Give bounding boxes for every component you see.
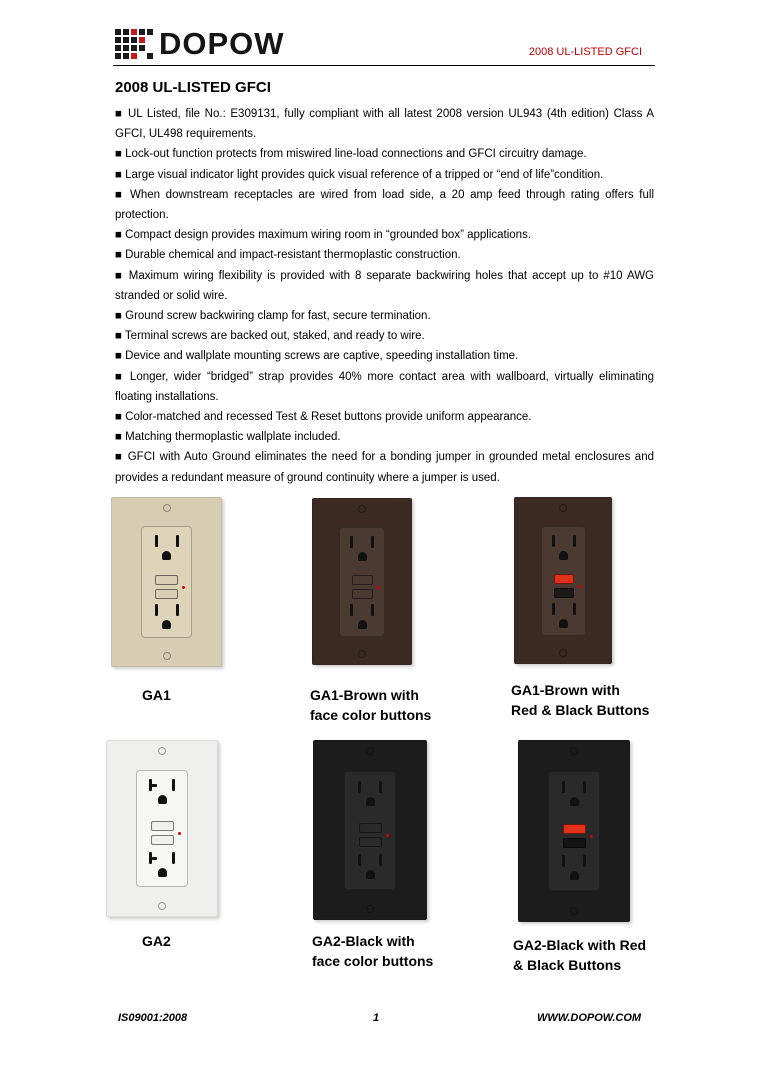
indicator-light: [178, 832, 181, 835]
outlet-slot: [172, 852, 175, 864]
indicator-light: [386, 834, 389, 837]
mounting-screw: [366, 905, 374, 913]
receptacle-face: [339, 527, 385, 637]
outlet-slot: [172, 779, 175, 791]
product-caption-ga1: [142, 685, 171, 705]
receptacle-face: [136, 770, 188, 887]
footer-page-number: 1: [373, 1012, 380, 1024]
indicator-light: [590, 835, 593, 838]
ground-hole: [366, 870, 375, 879]
mounting-screw: [559, 504, 567, 512]
outlet-slot: [149, 784, 157, 787]
outlet-slot: [155, 535, 158, 547]
ground-hole: [162, 551, 171, 560]
product-photo: [518, 740, 630, 922]
outlet-slot: [379, 781, 382, 793]
outlet-slot: [573, 603, 576, 615]
product-caption-ga2-black: [312, 931, 433, 971]
feature-item: ■ Device and wallplate mounting screws are captive, speeding installation time.: [115, 350, 519, 363]
mounting-screw: [358, 650, 366, 658]
feature-item: ■ UL Listed, file No.: E309131, fully compliant with all latest 2008 version UL943 (4th edition) Class A GFCI, UL498 requirements.: [115, 108, 654, 141]
header-section-title: 2008 UL-LISTED GFCI: [528, 46, 642, 58]
outlet-slot: [552, 535, 555, 547]
reset-button: [155, 589, 178, 599]
ground-hole: [570, 797, 579, 806]
reset-button: [359, 837, 382, 847]
caption-line: GA2-Black with Red: [513, 937, 647, 953]
ground-hole: [366, 797, 375, 806]
outlet-slot: [562, 781, 565, 793]
brand-logo: [115, 24, 285, 64]
ground-hole: [358, 552, 367, 561]
product-caption-ga1-brown-red: [511, 680, 649, 720]
outlet-slot: [562, 855, 565, 867]
feature-item: ■ Compact design provides maximum wiring room in “grounded box” applications.: [115, 229, 532, 242]
product-photo: [106, 740, 218, 917]
mounting-screw: [358, 505, 366, 513]
feature-item: ■ Large visual indicator light provides quick visual reference of a tripped or “end of life”condition.: [115, 168, 604, 181]
outlet-slot: [573, 535, 576, 547]
mounting-screw: [570, 747, 578, 755]
caption-line: GA1: [142, 687, 171, 703]
ground-hole: [570, 871, 579, 880]
mounting-screw: [570, 907, 578, 915]
test-button: [151, 821, 174, 831]
outlet-slot: [350, 536, 353, 548]
test-button: [554, 574, 574, 584]
mounting-screw: [559, 649, 567, 657]
caption-line: GA2-Black with: [312, 933, 415, 949]
ground-hole: [559, 619, 568, 628]
feature-item: ■ Ground screw backwiring clamp for fast, secure termination.: [115, 310, 431, 323]
product-caption-ga2-black-red: [513, 935, 646, 975]
mounting-screw: [163, 504, 171, 512]
outlet-slot: [149, 857, 157, 860]
mounting-screw: [158, 747, 166, 755]
feature-item: ■ Longer, wider “bridged” strap provides 40% more contact area with wallboard, virtually eliminating floating installations.: [115, 370, 654, 403]
footer-website: WWW.DOPOW.COM: [537, 1012, 642, 1024]
footer-certification: IS09001:2008: [118, 1012, 188, 1024]
mounting-screw: [158, 902, 166, 910]
product-photo: [313, 740, 427, 920]
outlet-slot: [176, 535, 179, 547]
feature-item: ■ When downstream receptacles are wired from load side, a 20 amp feed through rating offers full protection.: [115, 188, 654, 222]
brand-name: DOPOW: [159, 26, 285, 61]
receptacle-face: [141, 526, 192, 638]
receptacle-face: [541, 526, 586, 636]
caption-line: GA1-Brown with: [310, 687, 419, 703]
feature-list: [115, 104, 654, 488]
test-button: [155, 575, 178, 585]
caption-line: face color buttons: [312, 953, 434, 969]
ground-hole: [158, 868, 167, 877]
product-photo: [312, 498, 412, 665]
outlet-slot: [176, 604, 179, 616]
outlet-slot: [358, 854, 361, 866]
caption-line: GA1-Brown with: [511, 682, 620, 698]
product-photo: [514, 497, 612, 664]
outlet-slot: [583, 781, 586, 793]
ground-hole: [559, 551, 568, 560]
caption-line: & Black Buttons: [513, 957, 622, 973]
product-caption-ga1-brown: [310, 685, 431, 725]
outlet-slot: [371, 604, 374, 616]
receptacle-face: [548, 771, 600, 891]
outlet-slot: [379, 854, 382, 866]
outlet-slot: [155, 604, 158, 616]
product-photo: [111, 497, 222, 667]
outlet-slot: [358, 781, 361, 793]
feature-item: ■ Lock-out function protects from miswired line-load connections and GFCI circuitry damage.: [115, 148, 587, 161]
ground-hole: [158, 795, 167, 804]
feature-item: ■ Matching thermoplastic wallplate included.: [115, 431, 341, 444]
test-button: [563, 824, 586, 834]
product-caption-ga2: [142, 931, 171, 951]
reset-button: [151, 835, 174, 845]
feature-item: ■ Durable chemical and impact-resistant thermoplastic construction.: [115, 249, 461, 262]
reset-button: [554, 588, 574, 598]
caption-line: face color buttons: [310, 707, 432, 723]
feature-item: ■ Maximum wiring flexibility is provided with 8 separate backwiring holes that accept up to #10 AWG stranded or solid wire.: [115, 269, 654, 302]
caption-line: GA2: [142, 933, 171, 949]
indicator-light: [377, 586, 380, 589]
outlet-slot: [350, 604, 353, 616]
ground-hole: [162, 620, 171, 629]
caption-line: Red & Black Buttons: [511, 702, 650, 718]
feature-item: ■ Terminal screws are backed out, staked, and ready to wire.: [115, 330, 425, 343]
test-button: [352, 575, 373, 585]
outlet-slot: [583, 855, 586, 867]
outlet-slot: [552, 603, 555, 615]
indicator-light: [578, 585, 581, 588]
indicator-light: [182, 586, 185, 589]
test-button: [359, 823, 382, 833]
mounting-screw: [366, 747, 374, 755]
reset-button: [352, 589, 373, 599]
ground-hole: [358, 620, 367, 629]
feature-item: ■ Color-matched and recessed Test & Reset buttons provide uniform appearance.: [115, 411, 532, 424]
header-divider: [113, 65, 655, 66]
outlet-slot: [371, 536, 374, 548]
mounting-screw: [163, 652, 171, 660]
receptacle-face: [344, 771, 396, 890]
dopow-logo-icon: [115, 27, 153, 61]
feature-item: ■ GFCI with Auto Ground eliminates the need for a bonding jumper in grounded metal enclosures and provides a redundant measure of ground continuity where a jumper is used.: [115, 451, 654, 484]
reset-button: [563, 838, 586, 848]
page-title: 2008 UL-LISTED GFCI: [115, 79, 271, 96]
